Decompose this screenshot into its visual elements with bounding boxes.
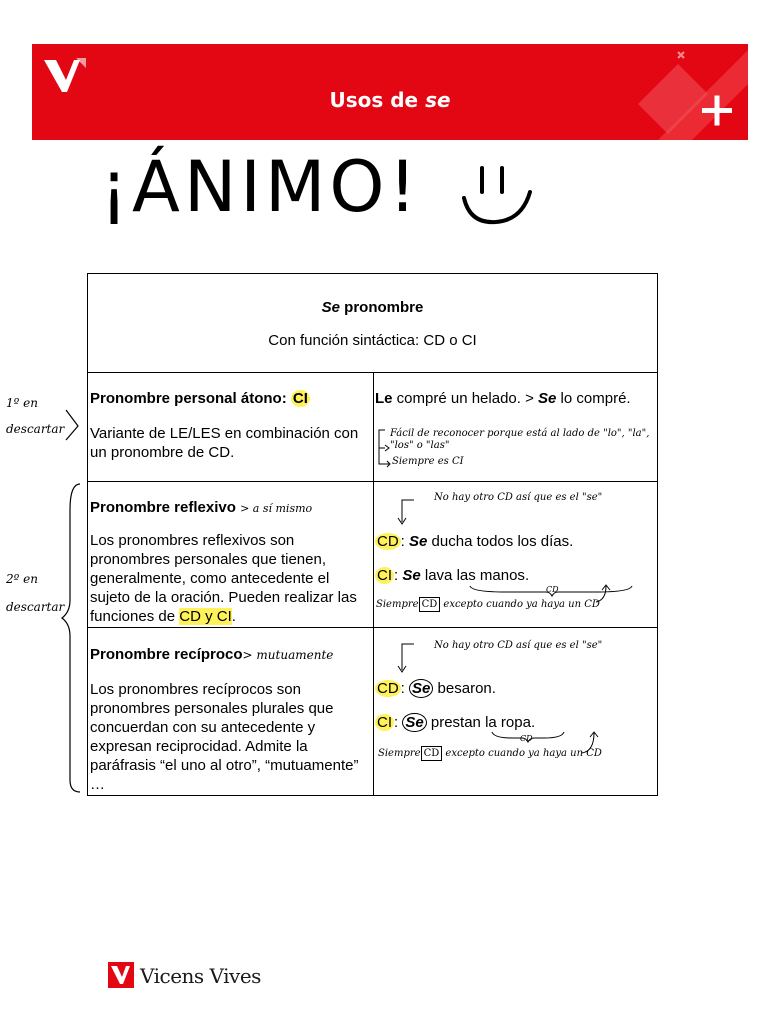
plus-decoration-icon xyxy=(638,44,748,140)
row3-description: Los pronombres recíprocos son pronombres personales plurales que concuerdan con su antecedente y expresan reciprocidad. Admite la paráfrasis “el uno al otro”, “mutuamente” … xyxy=(90,681,359,793)
se-pronombre-table xyxy=(87,273,658,796)
row3-cd-mark: CD xyxy=(520,734,533,743)
row3-handwritten-rule: Siempre CD excepto cuando ya haya un CD xyxy=(378,748,602,759)
arrow-down-icon xyxy=(388,494,418,528)
footer-brand: Vicens Vives xyxy=(140,964,261,988)
row2-title: Pronombre reflexivo > a sí mismo xyxy=(90,499,313,516)
margin-note-2-line1: 2º en xyxy=(6,572,38,586)
margin-note-1-line1: 1º en xyxy=(6,396,38,410)
margin-note-1-line2: descartar xyxy=(6,422,65,436)
table-title: Se pronombre xyxy=(321,299,424,316)
table-subtitle: Con función sintáctica: CD o CI xyxy=(268,332,477,349)
curved-arrow-icon xyxy=(578,729,602,755)
header-banner xyxy=(32,44,748,140)
row2-example-ci: CI : Se lava las manos. xyxy=(377,567,530,584)
row3-example-ci: CI : Se prestan la ropa. xyxy=(377,714,536,731)
arrow-down-icon xyxy=(388,636,418,676)
row2-cd-mark: CD xyxy=(546,585,559,594)
row3-handwritten-note: No hay otro CD así que es el "se" xyxy=(434,640,603,651)
row2-example-cd: CD : Se ducha todos los días. xyxy=(377,533,574,550)
row2-handwritten-note: No hay otro CD así que es el "se" xyxy=(434,492,603,503)
row3-example-cd: CD : Se besaron. xyxy=(377,680,496,697)
page-title: Usos de se xyxy=(329,88,451,112)
curved-arrow-icon xyxy=(592,582,614,604)
row1-handwritten-note: Fácil de reconocer porque está al lado de "lo", "la", "los" o "las" xyxy=(390,428,650,451)
row1-description: Variante de LE/LES en combinación con un pronombre de CD. xyxy=(90,425,359,461)
row2-handwritten-rule: Siempre CD excepto cuando ya haya un CD xyxy=(376,599,600,610)
smiley-face-icon xyxy=(460,162,536,228)
table-column-divider xyxy=(373,372,374,795)
row1-handwritten-note-2: Siempre es CI xyxy=(392,456,464,467)
margin-brace-icon xyxy=(0,380,90,800)
row2-description: Los pronombres reflexivos son pronombres personales que tienen, generalmente, como antecedente el sujeto de la oración. Pueden realizar las funciones de CD y CI. xyxy=(90,532,357,625)
handwritten-heading: ¡ÁNIMO! xyxy=(100,146,421,228)
vicens-vives-logo-icon xyxy=(108,962,134,988)
margin-note-2-line2: descartar xyxy=(6,600,65,614)
row3-title: Pronombre recíproco> mutuamente xyxy=(90,646,334,663)
row1-example: Le compré un helado. > Se lo compré. xyxy=(375,390,631,407)
row1-title: Pronombre personal átono: CI xyxy=(90,390,308,407)
